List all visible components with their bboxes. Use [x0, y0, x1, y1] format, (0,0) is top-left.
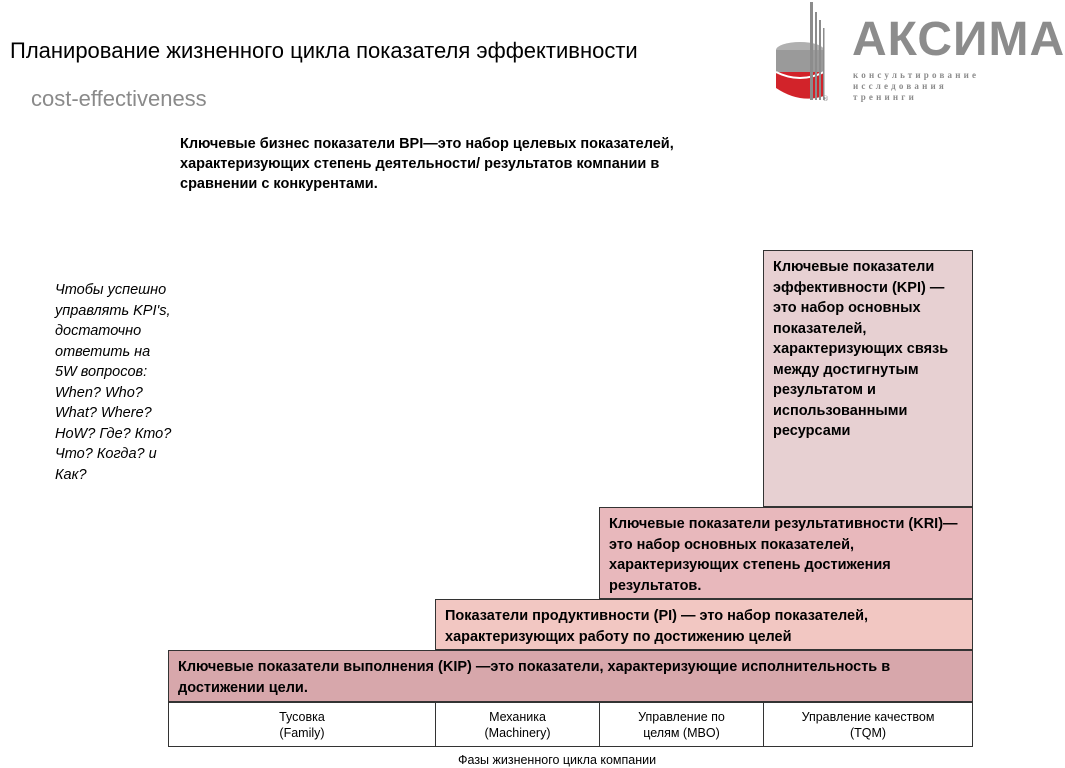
bpi-definition: Ключевые бизнес показатели BPI—это набор целевых показателей, характеризующих степень деятельности/ результатов компании в сравнении с конкурентами.	[180, 136, 674, 192]
logo-tagline	[853, 70, 979, 103]
logo-wordmark: АКСИМА	[852, 13, 1065, 66]
phase-machinery: Механика (Machinery)	[436, 703, 600, 746]
page-subtitle: cost-effectiveness	[31, 86, 207, 111]
logo-tagline-line: тренинги	[853, 92, 917, 102]
phase-mbo: Управление по целям (MBO)	[600, 703, 764, 746]
step-kip: Ключевые показатели выполнения (KIP) —это показатели, характеризующие исполнительность в достижении цели.	[168, 650, 973, 702]
lifecycle-phases-row	[168, 702, 973, 747]
step-kri: Ключевые показатели результативности (KRI)—это набор основных показателей, характеризующих степень достижения результатов.	[599, 507, 973, 599]
phase-tqm: Управление качеством (TQM)	[801, 709, 935, 740]
five-w-note: Чтобы успешно управлять KPI's, достаточно ответить на 5W вопросов: When? Who? What? Where? HoW? Где? Кто? Что? Когда? и Как?	[55, 282, 172, 483]
svg-text:®: ®	[822, 95, 829, 103]
lifecycle-axis-label: Фазы жизненного цикла компании	[458, 753, 657, 767]
phase-family: Тусовка (Family)	[169, 703, 436, 746]
step-kpi: Ключевые показатели эффективности (KPI) —это набор основных показателей, характеризующих связь между достигнутым результатом и использованными ресурсами	[763, 250, 973, 507]
logo-tagline-line: исследования	[853, 81, 947, 91]
step-pi: Показатели продуктивности (PI) — это набор показателей, характеризующих работу по достижению целей	[435, 599, 973, 650]
logo-tagline-line: консультирование	[853, 70, 980, 80]
page-title: Планирование жизненного цикла показателя эффективности	[10, 38, 638, 63]
